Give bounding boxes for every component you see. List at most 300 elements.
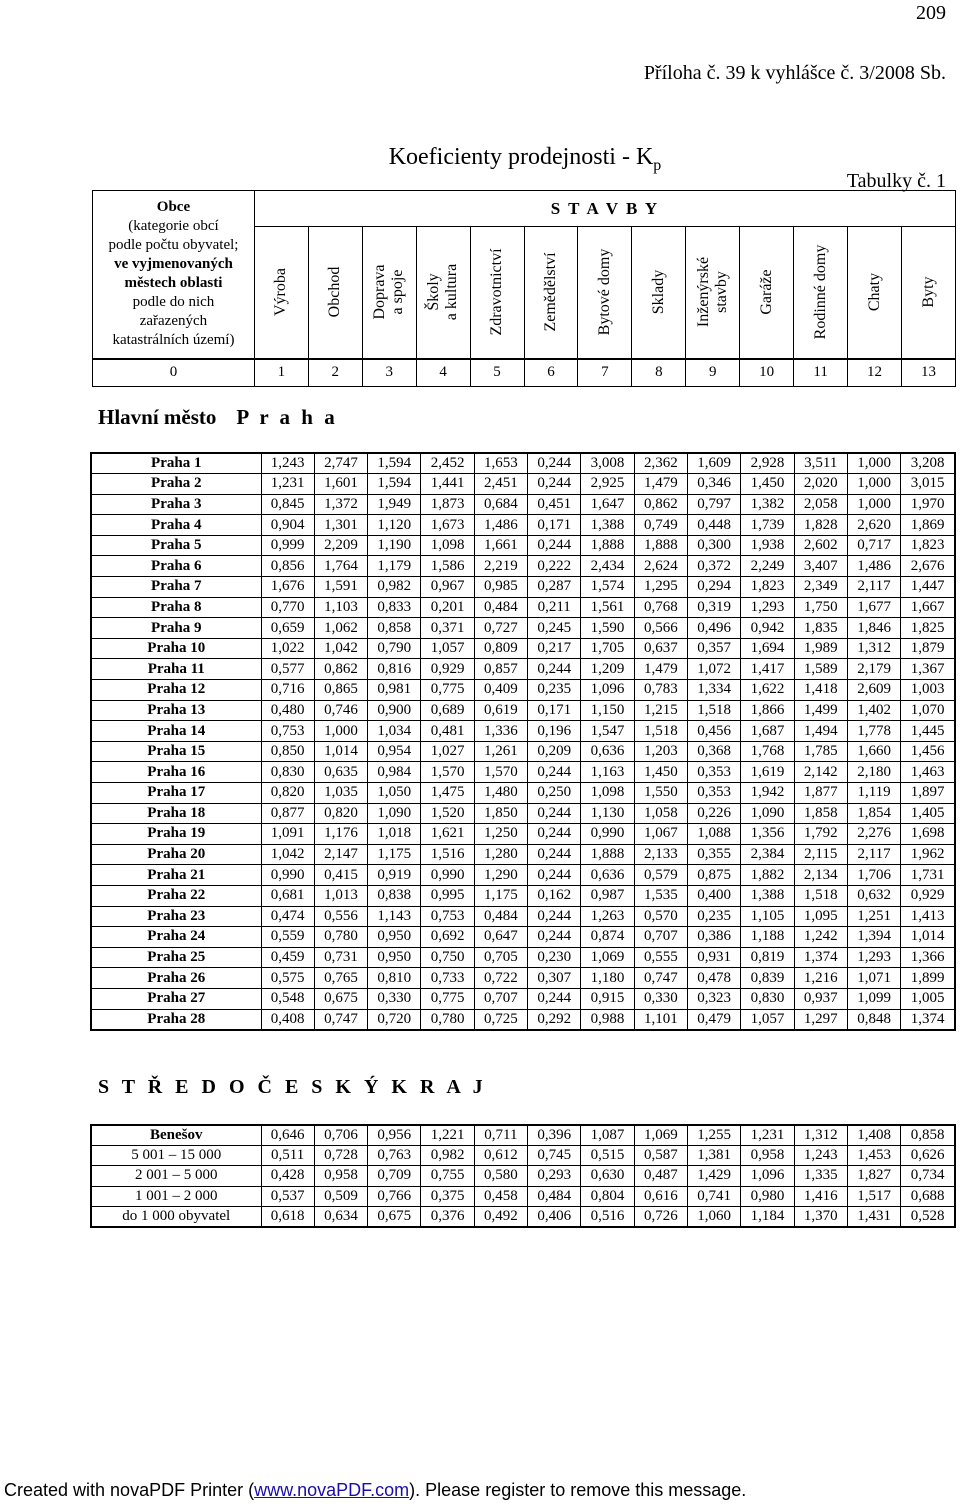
table-cell: 0,474 <box>261 906 314 927</box>
table-cell: 1,594 <box>368 453 421 474</box>
table-cell: 1,888 <box>581 535 634 556</box>
table-cell: 0,637 <box>634 638 687 659</box>
praha-section-title: Hlavní město P r a h a <box>98 405 338 429</box>
obce-header <box>93 191 255 359</box>
table-cell: 0,731 <box>314 947 367 968</box>
table-cell: 0,456 <box>688 721 741 742</box>
table-cell: 1,518 <box>688 700 741 721</box>
row-label: Praha 28 <box>91 1009 261 1030</box>
row-label: Praha 9 <box>91 618 261 639</box>
table-cell: 1,475 <box>421 783 474 804</box>
table-cell: 1,677 <box>847 597 900 618</box>
table-cell: 0,728 <box>314 1145 367 1165</box>
table-cell: 0,287 <box>528 577 581 598</box>
table-cell: 1,416 <box>794 1186 847 1206</box>
column-number: 0 <box>93 359 255 387</box>
table-cell: 0,804 <box>581 1186 634 1206</box>
table-cell: 0,956 <box>368 1125 421 1145</box>
table-cell: 1,242 <box>794 927 847 948</box>
table-cell: 0,783 <box>634 680 687 701</box>
table-cell: 0,353 <box>688 783 741 804</box>
table-cell: 1,293 <box>847 947 900 968</box>
table-cell: 0,775 <box>421 680 474 701</box>
table-cell: 1,280 <box>474 844 527 865</box>
table-cell: 2,620 <box>847 515 900 536</box>
table-cell: 1,050 <box>368 783 421 804</box>
table-cell: 0,904 <box>261 515 314 536</box>
column-header-label: Obchod <box>326 266 344 318</box>
table-cell: 0,537 <box>261 1186 314 1206</box>
table-cell: 0,375 <box>421 1186 474 1206</box>
table-cell: 0,688 <box>901 1186 955 1206</box>
table-cell: 0,211 <box>528 597 581 618</box>
row-label: Praha 21 <box>91 865 261 886</box>
table-cell: 0,244 <box>528 824 581 845</box>
column-number: 5 <box>470 359 524 387</box>
table-cell: 0,919 <box>368 865 421 886</box>
table-row <box>91 638 955 659</box>
table-cell: 1,018 <box>368 824 421 845</box>
table-cell: 1,096 <box>741 1166 794 1186</box>
row-label: 1 001 – 2 000 <box>91 1186 261 1206</box>
table-cell: 0,619 <box>474 700 527 721</box>
table-row <box>91 494 955 515</box>
table-cell: 0,579 <box>634 865 687 886</box>
table-cell: 0,415 <box>314 865 367 886</box>
table-cell: 1,087 <box>581 1125 634 1145</box>
table-row <box>91 1207 955 1227</box>
table-cell: 1,312 <box>794 1125 847 1145</box>
table-cell: 1,067 <box>634 824 687 845</box>
novapdf-link[interactable]: www.novaPDF.com <box>254 1480 410 1500</box>
table-cell: 1,479 <box>634 474 687 495</box>
table-cell: 0,244 <box>528 906 581 927</box>
table-cell: 0,862 <box>634 494 687 515</box>
table-cell: 0,717 <box>847 535 900 556</box>
table-cell: 0,967 <box>421 577 474 598</box>
page-number: 209 <box>916 2 946 24</box>
table-cell: 2,180 <box>847 762 900 783</box>
table-cell: 1,367 <box>901 659 955 680</box>
table-cell: 0,727 <box>474 618 527 639</box>
table-cell: 0,496 <box>688 618 741 639</box>
table-cell: 0,346 <box>688 474 741 495</box>
obce-header-line: podle do nich <box>132 294 215 311</box>
table-cell: 0,451 <box>528 494 581 515</box>
column-header <box>794 227 848 359</box>
table-cell: 1,535 <box>634 885 687 906</box>
table-cell: 1,014 <box>901 927 955 948</box>
column-number: 1 <box>254 359 308 387</box>
column-number: 4 <box>416 359 470 387</box>
table-cell: 1,653 <box>474 453 527 474</box>
table-cell: 0,244 <box>528 659 581 680</box>
table-cell: 1,334 <box>688 680 741 701</box>
table-cell: 1,706 <box>847 865 900 886</box>
table-cell: 0,487 <box>634 1166 687 1186</box>
table-cell: 1,846 <box>847 618 900 639</box>
table-cell: 2,434 <box>581 556 634 577</box>
table-cell: 1,381 <box>688 1145 741 1165</box>
table-cell: 0,386 <box>688 927 741 948</box>
table-cell: 0,484 <box>474 906 527 927</box>
table-cell: 0,790 <box>368 638 421 659</box>
table-cell: 3,511 <box>794 453 847 474</box>
table-cell: 0,981 <box>368 680 421 701</box>
table-cell: 1,413 <box>901 906 955 927</box>
table-cell: 1,003 <box>901 680 955 701</box>
table-cell: 0,820 <box>314 803 367 824</box>
obce-header-line: (kategorie obcí <box>128 218 219 235</box>
table-cell: 2,020 <box>794 474 847 495</box>
column-header-label: Zemědělství <box>541 252 559 332</box>
table-cell: 1,694 <box>741 638 794 659</box>
table-cell: 1,101 <box>634 1009 687 1030</box>
table-cell: 0,810 <box>368 968 421 989</box>
table-cell: 1,336 <box>474 721 527 742</box>
table-cell: 1,071 <box>847 968 900 989</box>
column-header <box>308 227 362 359</box>
table-cell: 1,231 <box>741 1125 794 1145</box>
table-cell: 1,088 <box>688 824 741 845</box>
row-label: do 1 000 obyvatel <box>91 1207 261 1227</box>
table-cell: 0,741 <box>688 1186 741 1206</box>
table-cell: 0,725 <box>474 1009 527 1030</box>
table-cell: 0,982 <box>421 1145 474 1165</box>
table-cell: 0,408 <box>261 1009 314 1030</box>
table-cell: 1,014 <box>314 741 367 762</box>
table-cell: 0,293 <box>528 1166 581 1186</box>
table-cell: 0,709 <box>368 1166 421 1186</box>
table-cell: 0,368 <box>688 741 741 762</box>
table-cell: 1,825 <box>901 618 955 639</box>
table-cell: 1,022 <box>261 638 314 659</box>
table-cell: 0,330 <box>368 988 421 1009</box>
table-cell: 1,098 <box>421 535 474 556</box>
table-cell: 0,209 <box>528 741 581 762</box>
column-number: 9 <box>686 359 740 387</box>
table-cell: 0,244 <box>528 453 581 474</box>
table-cell: 2,602 <box>794 535 847 556</box>
table-cell: 1,005 <box>901 988 955 1009</box>
table-cell: 0,931 <box>688 947 741 968</box>
praha-table <box>90 452 956 1031</box>
column-header-label: Byty <box>919 276 937 308</box>
table-cell: 0,929 <box>421 659 474 680</box>
obce-header-line: katastrálních území) <box>112 332 235 349</box>
row-label: Praha 12 <box>91 680 261 701</box>
table-cell: 1,370 <box>794 1207 847 1227</box>
column-header <box>848 227 902 359</box>
table-cell: 0,954 <box>368 741 421 762</box>
table-cell: 0,999 <box>261 535 314 556</box>
table-cell: 1,405 <box>901 803 955 824</box>
table-cell: 1,000 <box>847 453 900 474</box>
table-cell: 1,877 <box>794 783 847 804</box>
row-label: Praha 1 <box>91 453 261 474</box>
column-header <box>686 227 740 359</box>
table-cell: 0,780 <box>314 927 367 948</box>
table-cell: 2,117 <box>847 844 900 865</box>
table-cell: 0,396 <box>528 1125 581 1145</box>
table-cell: 1,828 <box>794 515 847 536</box>
column-header <box>902 227 956 359</box>
table-cell: 1,673 <box>421 515 474 536</box>
table-cell: 1,574 <box>581 577 634 598</box>
table-cell: 0,765 <box>314 968 367 989</box>
table-row <box>91 885 955 906</box>
table-cell: 0,716 <box>261 680 314 701</box>
table-cell: 0,877 <box>261 803 314 824</box>
table-cell: 1,243 <box>261 453 314 474</box>
table-cell: 0,376 <box>421 1207 474 1227</box>
table-cell: 1,374 <box>901 1009 955 1030</box>
table-cell: 1,518 <box>634 721 687 742</box>
table-cell: 0,985 <box>474 577 527 598</box>
table-cell: 1,243 <box>794 1145 847 1165</box>
table-cell: 1,130 <box>581 803 634 824</box>
table-cell: 1,180 <box>581 968 634 989</box>
table-cell: 0,692 <box>421 927 474 948</box>
table-cell: 1,486 <box>847 556 900 577</box>
table-cell: 0,950 <box>368 927 421 948</box>
row-label: Praha 8 <box>91 597 261 618</box>
table-cell: 1,034 <box>368 721 421 742</box>
table-cell: 1,590 <box>581 618 634 639</box>
table-row <box>91 844 955 865</box>
table-cell: 1,942 <box>741 783 794 804</box>
table-cell: 0,689 <box>421 700 474 721</box>
table-cell: 1,601 <box>314 474 367 495</box>
table-row <box>91 597 955 618</box>
table-cell: 0,587 <box>634 1145 687 1165</box>
table-cell: 1,586 <box>421 556 474 577</box>
table-cell: 0,548 <box>261 988 314 1009</box>
table-cell: 0,749 <box>634 515 687 536</box>
table-cell: 0,753 <box>261 721 314 742</box>
table-cell: 1,263 <box>581 906 634 927</box>
table-cell: 0,323 <box>688 988 741 1009</box>
table-cell: 0,555 <box>634 947 687 968</box>
table-cell: 1,090 <box>741 803 794 824</box>
table-row <box>91 515 955 536</box>
table-cell: 1,099 <box>847 988 900 1009</box>
row-label: Praha 26 <box>91 968 261 989</box>
table-row <box>91 865 955 886</box>
table-cell: 0,857 <box>474 659 527 680</box>
stavby-header: S T A V B Y <box>254 191 955 227</box>
table-cell: 0,618 <box>261 1207 314 1227</box>
table-cell: 1,069 <box>581 947 634 968</box>
row-label: Praha 15 <box>91 741 261 762</box>
table-cell: 1,520 <box>421 803 474 824</box>
row-label: Praha 25 <box>91 947 261 968</box>
table-cell: 0,980 <box>741 1186 794 1206</box>
table-cell: 1,647 <box>581 494 634 515</box>
table-cell: 0,484 <box>474 597 527 618</box>
table-cell: 0,845 <box>261 494 314 515</box>
table-cell: 0,819 <box>741 947 794 968</box>
table-cell: 1,119 <box>847 783 900 804</box>
table-cell: 1,479 <box>634 659 687 680</box>
table-row <box>91 824 955 845</box>
table-cell: 1,486 <box>474 515 527 536</box>
table-cell: 1,382 <box>741 494 794 515</box>
table-row <box>91 680 955 701</box>
table-cell: 0,492 <box>474 1207 527 1227</box>
table-cell: 1,209 <box>581 659 634 680</box>
table-cell: 1,897 <box>901 783 955 804</box>
table-cell: 1,619 <box>741 762 794 783</box>
table-cell: 0,226 <box>688 803 741 824</box>
table-cell: 1,062 <box>314 618 367 639</box>
table-row <box>91 741 955 762</box>
table-cell: 1,463 <box>901 762 955 783</box>
table-cell: 1,480 <box>474 783 527 804</box>
table-cell: 0,245 <box>528 618 581 639</box>
table-cell: 0,292 <box>528 1009 581 1030</box>
table-cell: 2,362 <box>634 453 687 474</box>
table-cell: 1,163 <box>581 762 634 783</box>
table-cell: 1,297 <box>794 1009 847 1030</box>
table-cell: 0,516 <box>581 1207 634 1227</box>
table-cell: 0,675 <box>314 988 367 1009</box>
obce-header-line: podle počtu obyvatel; <box>108 237 239 254</box>
table-cell: 0,797 <box>688 494 741 515</box>
table-cell: 1,072 <box>688 659 741 680</box>
table-cell: 1,418 <box>794 680 847 701</box>
table-cell: 0,371 <box>421 618 474 639</box>
table-cell: 0,575 <box>261 968 314 989</box>
table-cell: 0,319 <box>688 597 741 618</box>
table-cell: 0,850 <box>261 741 314 762</box>
table-cell: 1,175 <box>368 844 421 865</box>
table-cell: 1,989 <box>794 638 847 659</box>
table-cell: 0,616 <box>634 1186 687 1206</box>
table-cell: 1,441 <box>421 474 474 495</box>
table-cell: 0,577 <box>261 659 314 680</box>
table-cell: 1,949 <box>368 494 421 515</box>
table-cell: 0,230 <box>528 947 581 968</box>
table-cell: 0,770 <box>261 597 314 618</box>
column-header-label: Výroba <box>272 268 290 317</box>
column-header <box>362 227 416 359</box>
table-cell: 0,711 <box>474 1125 527 1145</box>
table-cell: 1,879 <box>901 638 955 659</box>
table-cell: 0,480 <box>261 700 314 721</box>
table-cell: 1,090 <box>368 803 421 824</box>
table-cell: 0,720 <box>368 1009 421 1030</box>
table-cell: 1,792 <box>794 824 847 845</box>
row-label: Praha 19 <box>91 824 261 845</box>
table-cell: 1,962 <box>901 844 955 865</box>
table-cell: 1,058 <box>634 803 687 824</box>
page-title: Koeficienty prodejnosti - $K_p$ <box>388 144 662 174</box>
table-cell: 0,556 <box>314 906 367 927</box>
table-cell: 1,408 <box>847 1125 900 1145</box>
table-row <box>91 947 955 968</box>
table-cell: 0,684 <box>474 494 527 515</box>
table-cell: 0,755 <box>421 1166 474 1186</box>
table-cell: 2,117 <box>847 577 900 598</box>
table-cell: 3,407 <box>794 556 847 577</box>
table-cell: 0,635 <box>314 762 367 783</box>
obce-header-line: zařazených <box>139 313 208 330</box>
table-cell: 0,750 <box>421 947 474 968</box>
table-cell: 0,244 <box>528 474 581 495</box>
table-row <box>91 1145 955 1165</box>
table-cell: 1,899 <box>901 968 955 989</box>
column-header <box>416 227 470 359</box>
table-cell: 0,675 <box>368 1207 421 1227</box>
table-row <box>91 783 955 804</box>
table-cell: 2,179 <box>847 659 900 680</box>
column-header-label: Bytové domy <box>595 248 613 336</box>
table-cell: 1,768 <box>741 741 794 762</box>
row-label: Praha 2 <box>91 474 261 495</box>
table-cell: 0,726 <box>634 1207 687 1227</box>
table-cell: 0,428 <box>261 1166 314 1186</box>
table-cell: 1,251 <box>847 906 900 927</box>
table-cell: 0,900 <box>368 700 421 721</box>
table-cell: 0,950 <box>368 947 421 968</box>
table-cell: 0,753 <box>421 906 474 927</box>
column-number: 3 <box>362 359 416 387</box>
column-number: 12 <box>848 359 902 387</box>
table-cell: 0,848 <box>847 1009 900 1030</box>
row-label: Praha 13 <box>91 700 261 721</box>
table-cell: 1,027 <box>421 741 474 762</box>
table-cell: 1,456 <box>901 741 955 762</box>
row-label: Praha 3 <box>91 494 261 515</box>
table-cell: 0,706 <box>314 1125 367 1145</box>
table-cell: 0,707 <box>474 988 527 1009</box>
table-cell: 0,987 <box>581 885 634 906</box>
column-header <box>632 227 686 359</box>
column-number: 8 <box>632 359 686 387</box>
table-row <box>91 762 955 783</box>
table-cell: 1,609 <box>688 453 741 474</box>
table-cell: 0,372 <box>688 556 741 577</box>
row-label: Praha 27 <box>91 988 261 1009</box>
table-cell: 0,222 <box>528 556 581 577</box>
table-cell: 0,816 <box>368 659 421 680</box>
table-cell: 0,630 <box>581 1166 634 1186</box>
table-cell: 0,839 <box>741 968 794 989</box>
table-cell: 1,188 <box>741 927 794 948</box>
table-row <box>91 1125 955 1145</box>
table-cell: 1,858 <box>794 803 847 824</box>
table-cell: 1,516 <box>421 844 474 865</box>
table-cell: 1,854 <box>847 803 900 824</box>
column-header-label: Sklady <box>649 270 667 315</box>
column-number: 2 <box>308 359 362 387</box>
table-cell: 1,394 <box>847 927 900 948</box>
table-cell: 2,115 <box>794 844 847 865</box>
table-cell: 3,208 <box>901 453 955 474</box>
table-cell: 2,676 <box>901 556 955 577</box>
table-cell: 0,528 <box>901 1207 955 1227</box>
table-cell: 0,300 <box>688 535 741 556</box>
obce-header-line: ve vyjmenovaných <box>114 256 233 273</box>
row-label: Praha 17 <box>91 783 261 804</box>
table-cell: 0,636 <box>581 741 634 762</box>
table-cell: 1,417 <box>741 659 794 680</box>
table-cell: 1,835 <box>794 618 847 639</box>
table-cell: 1,356 <box>741 824 794 845</box>
table-cell: 1,335 <box>794 1166 847 1186</box>
column-number: 13 <box>902 359 956 387</box>
